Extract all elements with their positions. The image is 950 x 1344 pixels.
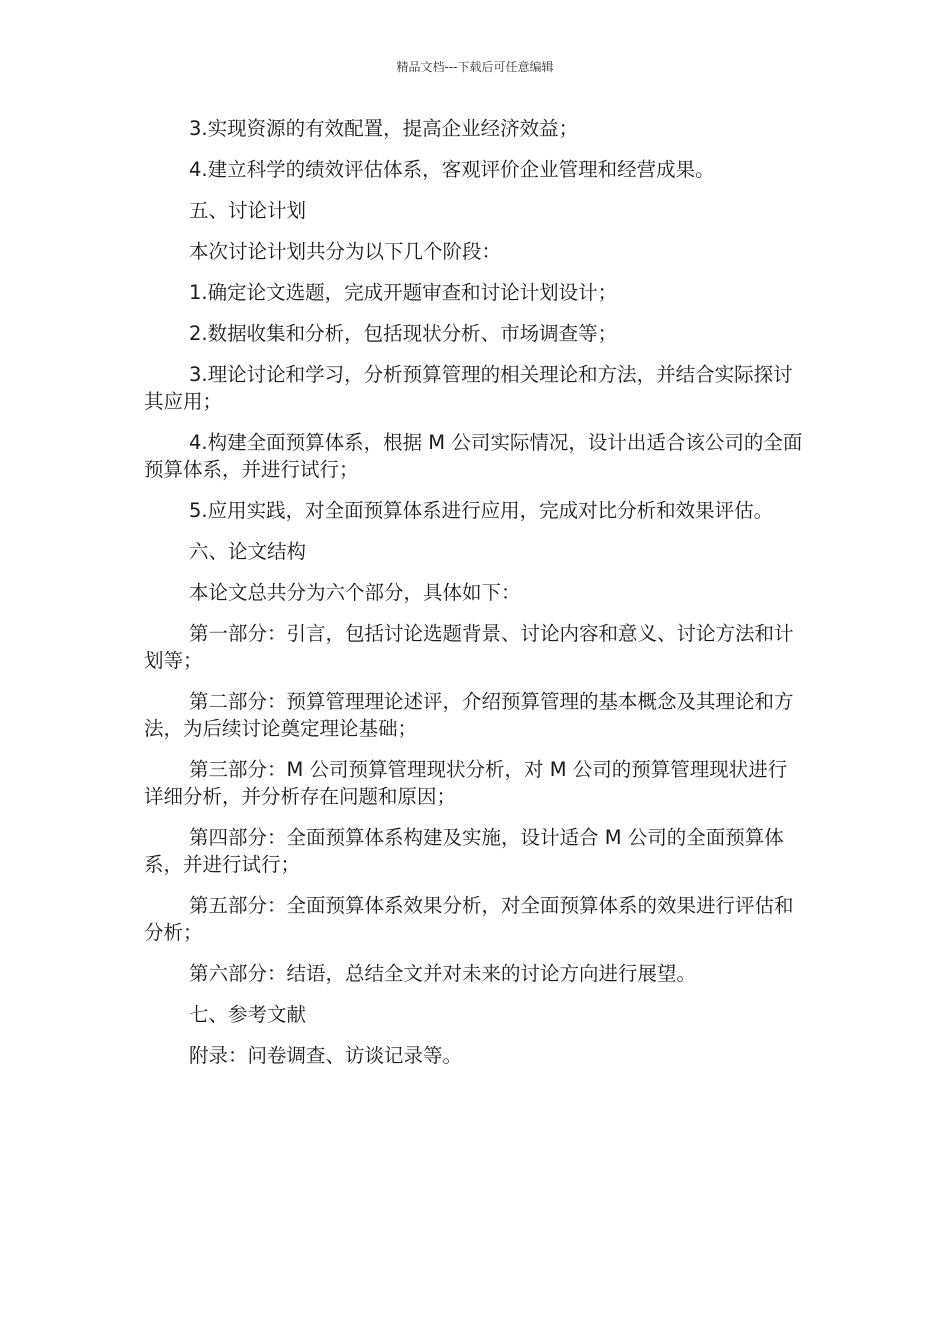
paragraph: 附录：问卷调查、访谈记录等。 — [189, 1044, 463, 1067]
list-item: 2.数据收集和分析，包括现状分析、市场调查等； — [189, 322, 618, 345]
list-item: 第五部分：全面预算体系效果分析，对全面预算体系的效果进行评估和分析； — [144, 894, 794, 944]
section-heading: 五、讨论计划 — [189, 199, 307, 222]
list-item: 1.确定论文选题，完成开题审查和讨论计划设计； — [189, 281, 618, 304]
list-item: 3.理论讨论和学习，分析预算管理的相关理论和方法，并结合实际探讨其应用； — [144, 363, 793, 413]
section-heading: 六、论文结构 — [189, 540, 307, 563]
list-item: 5.应用实践，对全面预算体系进行应用，完成对比分析和效果评估。 — [189, 499, 774, 522]
list-item: 第六部分：结语，总结全文并对未来的讨论方向进行展望。 — [189, 962, 697, 985]
document-body — [144, 115, 804, 1083]
page-header: 精品文档---下载后可任意编辑 — [396, 60, 554, 74]
list-item: 第三部分：M 公司预算管理现状分析，对 M 公司的预算管理现状进行详细分析，并分析存在问题和原因； — [144, 758, 788, 808]
list-item: 3.实现资源的有效配置，提高企业经济效益； — [189, 117, 579, 140]
paragraph: 本论文总共分为六个部分，具体如下： — [189, 581, 521, 604]
list-item: 第二部分：预算管理理论述评，介绍预算管理的基本概念及其理论和方法，为后续讨论奠定理论基础； — [144, 690, 794, 740]
section-heading: 七、参考文献 — [189, 1003, 307, 1026]
list-item: 第一部分：引言，包括讨论选题背景、讨论内容和意义、讨论方法和计划等； — [144, 622, 794, 672]
list-item: 第四部分：全面预算体系构建及实施，设计适合 M 公司的全面预算体系，并进行试行； — [144, 826, 784, 876]
list-item: 4.构建全面预算体系，根据 M 公司实际情况，设计出适合该公司的全面预算体系，并进行试行； — [144, 431, 803, 481]
paragraph: 本次讨论计划共分为以下几个阶段： — [189, 240, 502, 263]
list-item: 4.建立科学的绩效评估体系，客观评价企业管理和经营成果。 — [189, 158, 715, 181]
